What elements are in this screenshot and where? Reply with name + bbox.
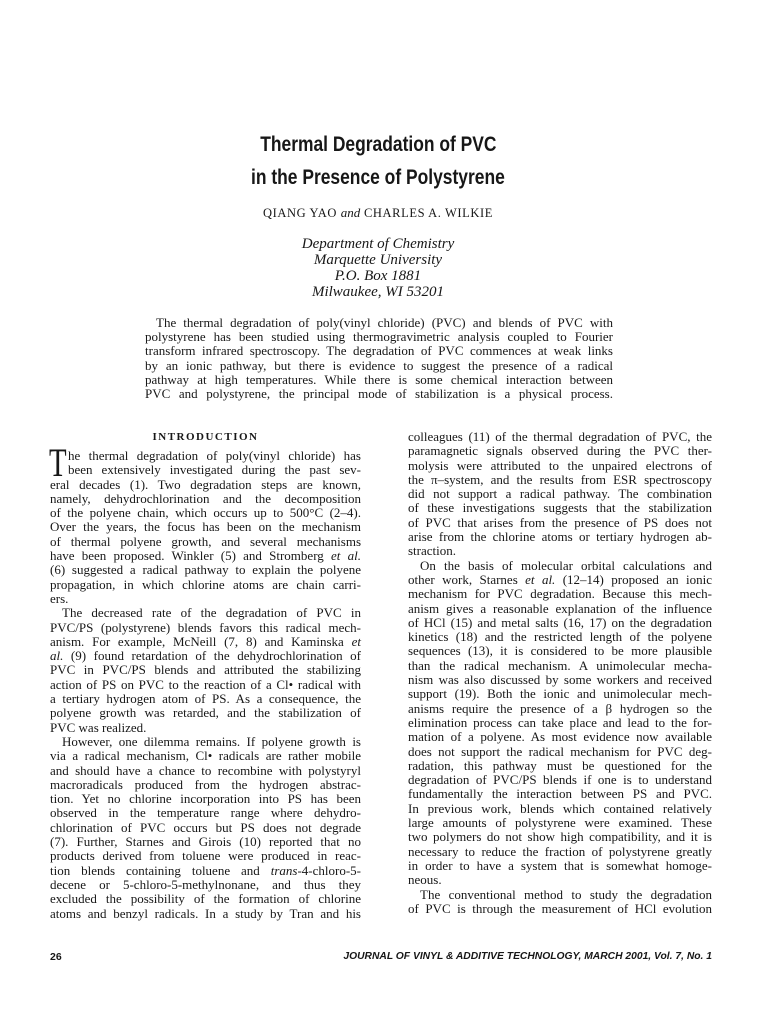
italic-text: et al.: [525, 571, 556, 587]
text-line: did not support a radical pathway. The combination: [408, 486, 712, 502]
section-heading: INTRODUCTION: [152, 431, 259, 443]
text-line: sequences (13), it is considered to be more plausible: [408, 643, 712, 659]
text-line: PVC/PS (polystyrene) blends favors this radical mech-: [50, 619, 361, 635]
affiliation-line: Department of Chemistry: [301, 236, 455, 252]
text-line: nism was also discussed by some workers and received: [408, 672, 712, 688]
abstract: [145, 316, 613, 401]
text-line: does not support the radical mechanism for PVC deg-: [408, 743, 712, 759]
text-line: support (19). Both the ionic and unimolecular mech-: [408, 686, 712, 702]
page-number: 26: [50, 951, 62, 963]
text-line: PVC in PVC/PS blends and attributed the stabilizing: [50, 662, 361, 678]
text-line: observed in the temperature range where dehydro-: [50, 805, 361, 821]
text-line: chlorination of PVC occurs but PS does not degrade: [50, 819, 361, 835]
text-line: propagation, in which chlorine atoms are chain carri-: [50, 576, 361, 592]
right-column: [408, 430, 712, 916]
text-line: of PVC that arises from the presence of PS does not: [408, 514, 712, 530]
paragraph: [408, 430, 712, 559]
text-line: PVC was realized.: [50, 719, 147, 735]
title-text: Thermal Degradation of PVC: [259, 133, 497, 156]
text-line: The conventional method to study the degradation: [420, 886, 712, 902]
text-line: mechanism for PVC degradation. Because this mech-: [408, 586, 712, 602]
paragraph: [50, 735, 361, 921]
text-line: kinetics (18) and the restricted length of the polyene: [408, 629, 712, 645]
left-column: [49, 440, 361, 921]
text-line: The decreased rate of the degradation of PVC in: [62, 605, 361, 621]
text-line: fundamentally the interaction between PS and PVC.: [408, 786, 712, 802]
text-line: necessary to reduce the fraction of polystyrene greatly: [408, 843, 712, 859]
text-line: Over the years, the focus has been on the mechanism: [50, 519, 361, 535]
text-line: via a radical mechanism, Cl• radicals are rather mobile: [50, 748, 361, 764]
text-line: colleagues (11) of the thermal degradation of PVC, the: [408, 429, 712, 444]
text-line: (7). Further, Starnes and Girois (10) reported that no: [50, 834, 361, 850]
paper-title: [178, 128, 578, 194]
title-line: [178, 161, 578, 194]
text-line: large amounts of polystyrene were examined. These: [408, 815, 712, 831]
abstract-line: transform infrared spectroscopy. The degradation of PVC commences at weak links: [145, 343, 613, 359]
text-line: anism gives a reasonable explanation of the influence: [408, 600, 712, 616]
paragraph: [408, 559, 712, 888]
text-line: excluded the possibility of the formation of chlorine: [50, 891, 361, 907]
text-line: of HCl (15) and metal salts (16, 17) on the degradation: [408, 614, 712, 630]
text-line: two polymers do not show high compatibility, and it is: [408, 829, 712, 845]
text-line: [408, 573, 712, 587]
text-line: [50, 635, 361, 649]
author-conjunction: and: [340, 205, 361, 220]
text-line: the π–system, and the results from ESR spectroscopy: [408, 471, 712, 487]
text-line: neous.: [408, 872, 442, 888]
title-line: [178, 128, 578, 161]
journal-citation: JOURNAL OF VINYL & ADDITIVE TECHNOLOGY, MARCH 2001, Vol. 7, No. 1: [343, 951, 712, 962]
text-line: molysis were attributed to the unpaired electrons of: [408, 457, 712, 473]
abstract-line: by an ionic pathway, but there is evidence to suggest the presence of a radical: [145, 357, 613, 373]
paragraph: [50, 606, 361, 735]
text-line: eral decades (1). Two degradation steps are known,: [50, 476, 361, 492]
text-line: On the basis of molecular orbital calculations and: [420, 557, 712, 573]
paragraph: [408, 888, 712, 917]
text-line: straction.: [408, 543, 457, 559]
text-line: of PVC is through the measurement of HCl evolution: [408, 900, 712, 916]
author-name: QIANG YAO: [262, 206, 337, 220]
text-segment: tion blends containing toluene and: [50, 862, 271, 878]
text-segment: other work, Starnes: [408, 571, 526, 587]
text-line: (6) suggested a radical pathway to explain the polyene: [50, 562, 361, 578]
text-line: products derived from toluene were produced in reac-: [50, 848, 361, 864]
drop-cap: T: [49, 440, 67, 485]
italic-text: et: [351, 633, 361, 649]
text-line: anisms require the presence of a β hydrogen so the: [408, 700, 712, 716]
paragraph: [50, 449, 361, 606]
text-segment: (12–14) proposed an ionic: [555, 571, 712, 587]
text-line: of these investigations suggests that the stabilization: [408, 500, 712, 516]
page-footer: [50, 950, 712, 964]
text-line: paramagnetic signals observed during the PVC ther-: [408, 443, 712, 459]
text-line: macroradicals produced from the hydrogen abstrac-: [50, 776, 361, 792]
author-line: [178, 205, 578, 221]
text-line: been extensively investigated during the past sev-: [68, 462, 361, 478]
affiliation-line: Milwaukee, WI 53201: [311, 284, 445, 300]
text-line: mation of a polyene. As most evidence now available: [408, 729, 712, 745]
text-line: ers.: [50, 590, 69, 606]
text-line: and should have a chance to recombine with polystyryl: [50, 762, 361, 778]
text-line: action of PS on PVC to the reaction of a Cl• radical with: [50, 676, 361, 692]
text-line: [50, 549, 361, 563]
text-line: decene or 5-chloro-5-methylnonane, and thus they: [50, 876, 361, 892]
affiliation-line: P.O. Box 1881: [334, 268, 422, 284]
text-line: in order to have a system that is somewhat homoge-: [408, 857, 712, 873]
text-line: In previous work, blends which contained relatively: [408, 800, 712, 816]
text-line: he thermal degradation of poly(vinyl chloride) has: [68, 448, 361, 463]
text-line: than the radical mechanism. A unimolecular mecha-: [408, 657, 712, 673]
affiliation: [178, 236, 578, 300]
italic-text: et al.: [331, 548, 361, 564]
text-line: elimination process can take place and lead to the for-: [408, 714, 712, 730]
author-name: CHARLES A. WILKIE: [363, 206, 494, 220]
abstract-line: PVC and polystyrene, the principal mode of stabilization is a physical process.: [145, 385, 613, 401]
text-line: a tertiary hydrogen atom of PS. As a consequence, the: [50, 691, 361, 707]
text-segment: have been proposed. Winkler (5) and Stromberg: [50, 548, 332, 564]
abstract-line: The thermal degradation of poly(vinyl chloride) (PVC) and blends of PVC with: [156, 315, 613, 330]
text-line: [50, 864, 361, 878]
text-line: of thermal polyene growth, and several mechanisms: [50, 533, 361, 549]
text-line: [50, 649, 361, 663]
text-segment: -4-chloro-5-: [297, 862, 361, 878]
text-line: tion. Yet no chlorine incorporation into PS has been: [50, 791, 361, 807]
text-line: arise from the chlorine atoms or tertiary hydrogen ab-: [408, 529, 712, 545]
text-line: However, one dilemma remains. If polyene growth is: [62, 733, 361, 749]
text-line: radation, this pathway must be questioned for the: [408, 757, 712, 773]
text-line: namely, dehydrochlorination and the decomposition: [50, 490, 361, 506]
title-text: in the Presence of Polystyrene: [251, 166, 505, 189]
text-line: atoms and benzyl radicals. In a study by Tran and his: [50, 905, 361, 921]
abstract-line: pathway at high temperatures. While there is some chemical interaction between: [145, 371, 613, 387]
affiliation-line: Marquette University: [313, 252, 443, 268]
text-line: degradation of PVC/PS blends if one is to understand: [408, 772, 712, 788]
text-segment: anism. For example, McNeill (7, 8) and Kaminska: [50, 633, 352, 649]
text-line: polyene growth was retarded, and the stabilization of: [50, 705, 361, 721]
abstract-line: polystyrene has been studied using thermogravimetric analysis coupled to Fourier: [145, 329, 613, 345]
text-segment: (9) found retardation of the dehydrochlorination of: [63, 648, 361, 664]
italic-text: trans: [270, 862, 298, 878]
italic-text: al.: [50, 648, 64, 664]
text-line: of the polyene chain, which occurs up to 500°C (2–4).: [50, 505, 361, 521]
